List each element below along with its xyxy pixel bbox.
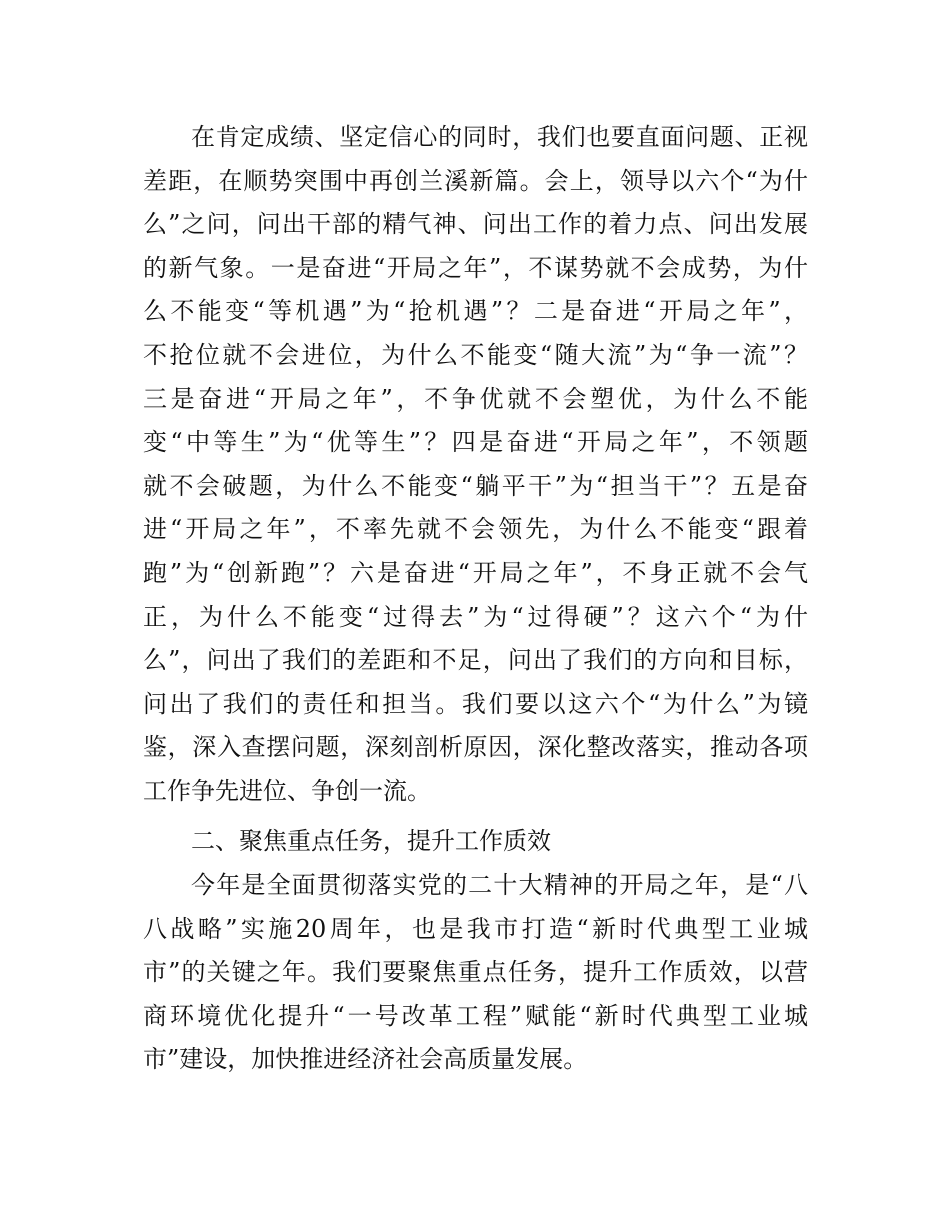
paragraph-line: 三是奋进“开局之年”，不争优就不会塑优，为什么不能: [143, 384, 808, 413]
paragraph-line: 就不会破题，为什么不能变“躺平干”为“担当干”？五是奋: [143, 471, 808, 500]
paragraph-line: 八战略”实施20周年，也是我市打造“新时代典型工业城: [143, 914, 808, 943]
paragraph-line: 鉴，深入查摆问题，深刻剖析原因，深化整改落实，推动各项: [143, 733, 808, 762]
paragraph-line: 么不能变“等机遇”为“抢机遇”？二是奋进“开局之年”，: [143, 297, 808, 326]
paragraph-line: 商环境优化提升“一号改革工程”赋能“新时代典型工业城: [143, 1001, 808, 1030]
paragraph-line: 进“开局之年”，不率先就不会领先，为什么不能变“跟着: [143, 515, 808, 544]
paragraph-line: 变“中等生”为“优等生”？四是奋进“开局之年”，不领题: [143, 428, 808, 457]
paragraph-line: 么”之问，问出干部的精气神、问出工作的着力点、问出发展: [143, 210, 808, 239]
paragraph-line: 跑”为“创新跑”？六是奋进“开局之年”，不身正就不会气: [143, 558, 808, 587]
paragraph-line: 不抢位就不会进位，为什么不能变“随大流”为“争一流”？: [143, 340, 808, 369]
paragraph-line: 工作争先进位、争创一流。: [143, 776, 431, 805]
section-heading-text: 二、聚焦重点任务，提升工作质效: [191, 827, 551, 855]
paragraph-line: 问出了我们的责任和担当。我们要以这六个“为什么”为镜: [143, 689, 808, 718]
paragraph-line: 正，为什么不能变“过得去”为“过得硬”？这六个“为什: [143, 602, 808, 631]
paragraph-line: 市”的关键之年。我们要聚焦重点任务，提升工作质效，以营: [143, 958, 808, 987]
paragraph-line: 今年是全面贯彻落实党的二十大精神的开局之年，是“八: [191, 871, 808, 899]
paragraph-body-2: [143, 864, 808, 1082]
paragraph-line: 在肯定成绩、坚定信心的同时，我们也要直面问题、正视: [191, 123, 808, 151]
paragraph-line: 的新气象。一是奋进“开局之年”，不谋势就不会成势，为什: [143, 253, 808, 282]
section-heading: [143, 820, 808, 864]
paragraph-line: 么”，问出了我们的差距和不足，问出了我们的方向和目标，: [143, 646, 808, 675]
paragraph-body-1: [143, 116, 808, 814]
paragraph-line: 差距，在顺势突围中再创兰溪新篇。会上，领导以六个“为什: [143, 166, 808, 195]
paragraph-line: 市”建设，加快推进经济社会高质量发展。: [143, 1045, 588, 1074]
